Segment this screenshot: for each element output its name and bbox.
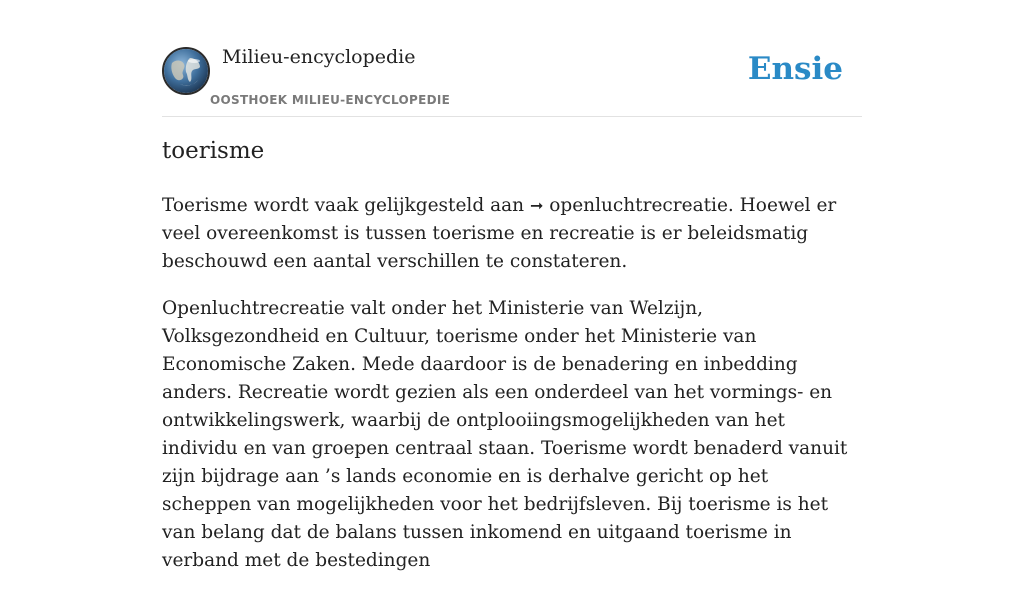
earth-globe-icon[interactable] [162, 47, 210, 95]
article-body [162, 192, 862, 594]
cross-reference-link[interactable]: openluchtrecreatie [549, 195, 728, 216]
paragraph [162, 192, 862, 276]
paragraph-text: Toerisme wordt vaak gelijkgesteld aan [162, 195, 525, 216]
site-subtitle[interactable]: OOSTHOEK MILIEU-ENCYCLOPEDIE [210, 93, 451, 107]
brand-logo[interactable]: Ensie [747, 51, 843, 87]
arrow-right-icon: ➞ [529, 196, 544, 215]
site-title[interactable]: Milieu-encyclopedie [222, 46, 416, 68]
site-header [162, 40, 862, 117]
paragraph: Openluchtrecreatie valt onder het Ministerie van Welzijn, Volksgezondheid en Cultuur, toerisme onder het Ministerie van Economische Zaken. Mede daardoor is de benadering en inbedding anders. Recreatie wordt gezien als een onderdeel van het vormings- en ontwikkelingswerk, waarbij de ontplooiingsmogelijkheden van het individu en van groepen centraal staan. Toerisme wordt benaderd vanuit zijn bijdrage aan ’s lands economie en is derhalve gericht op het scheppen van mogelijkheden voor het bedrijfsleven. Bij toerisme is het van belang dat de balans tussen inkomend en uitgaand toerisme in verband met de bestedingen [162, 298, 848, 571]
paragraph-text: . Hoewel er veel overeenkomst is tussen toerisme en recreatie is er beleidsmatig beschouwd een aantal verschillen te constateren. [162, 195, 837, 272]
page-title: toerisme [162, 138, 265, 164]
